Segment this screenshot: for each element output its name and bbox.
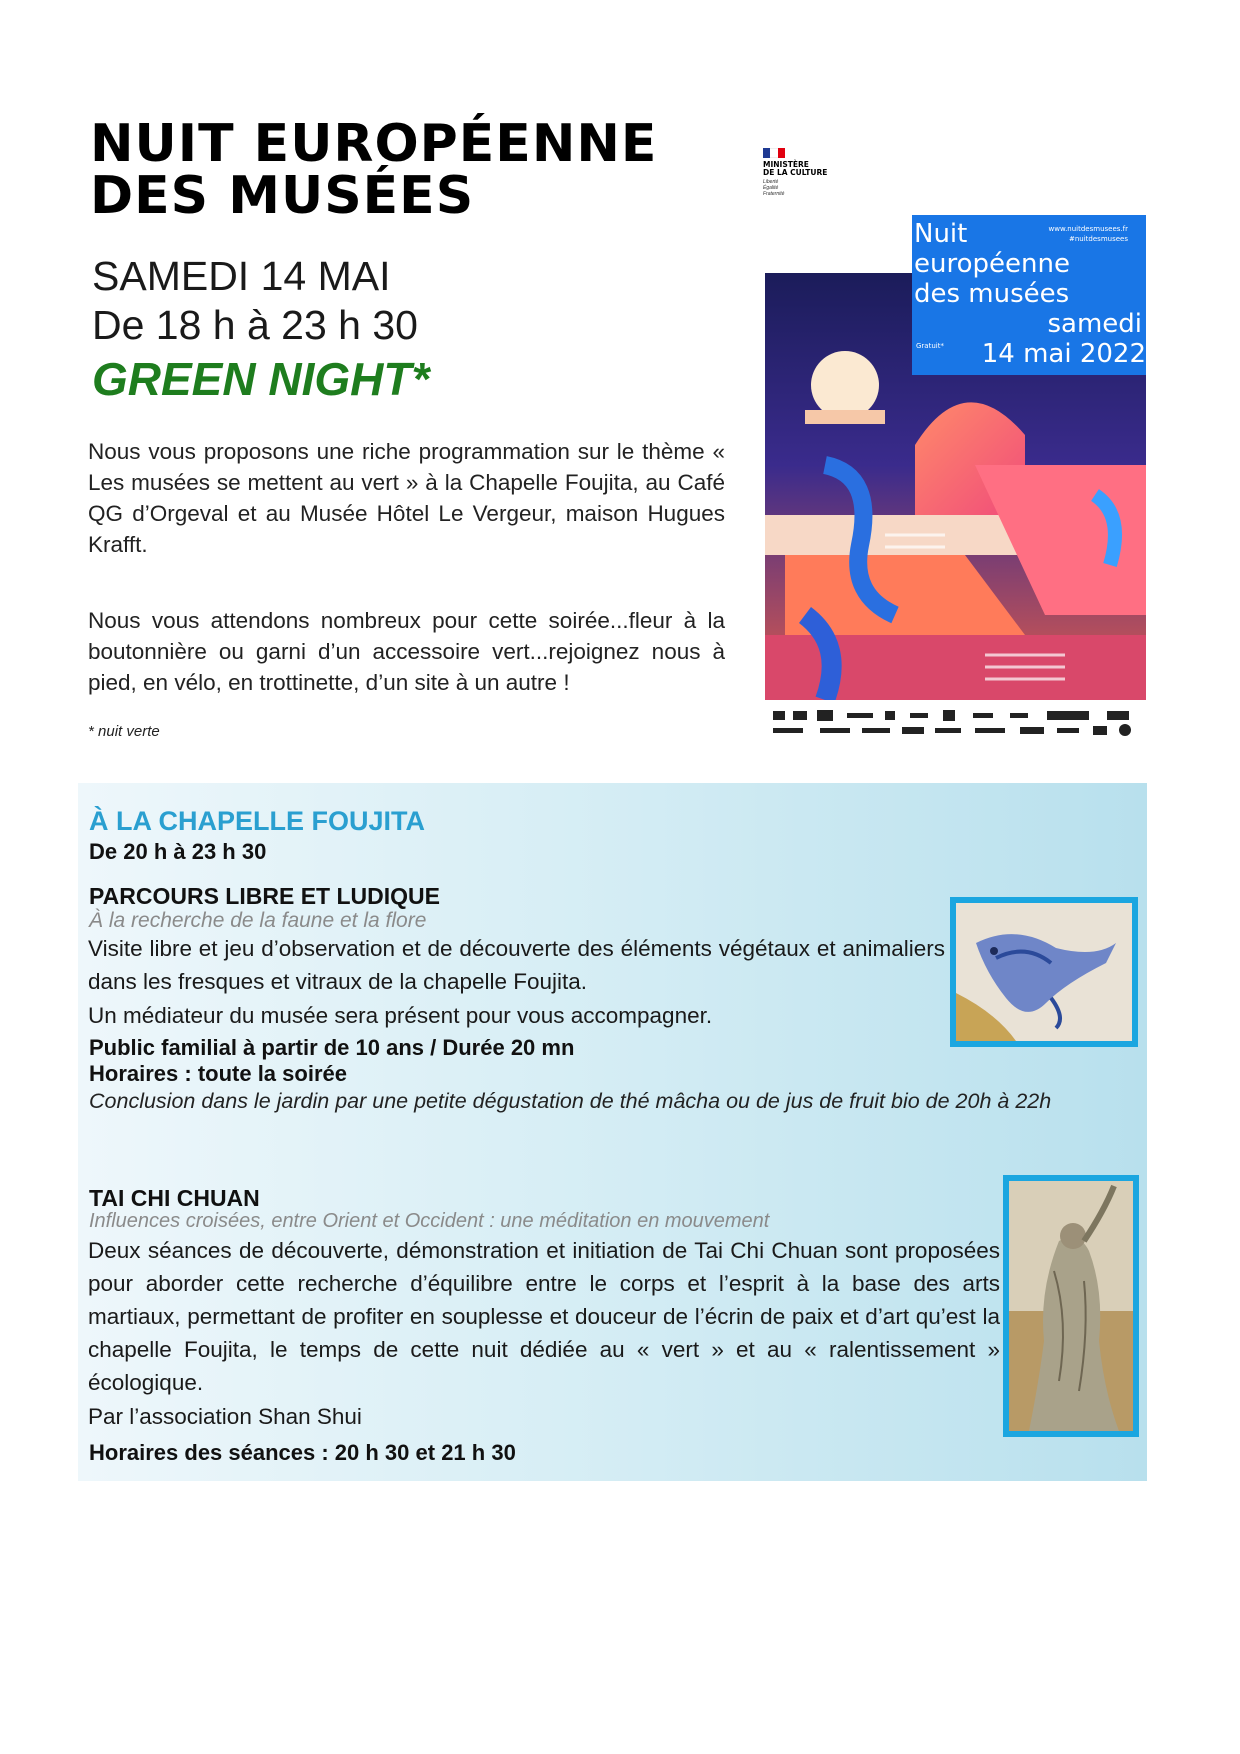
event-hours: De 18 h à 23 h 30 [92, 302, 418, 348]
poster-url: www.nuitdesmusees.fr [1048, 225, 1128, 233]
title-line-1: NUIT EUROPÉENNE [90, 114, 658, 174]
motto-egalite: Égalité [763, 185, 779, 191]
green-night-label: GREEN NIGHT* [92, 353, 430, 405]
saint-fresco-image [1003, 1175, 1139, 1437]
intro-paragraph-1: Nous vous proposons une riche programmation sur le thème « Les musées se mettent au vert » à la Chapelle Foujita, au Café QG d’Orgeval et au Musée Hôtel Le Vergeur, maison Hugues Krafft. [88, 439, 725, 557]
motto-liberte: Liberté [763, 179, 779, 185]
poster-line-4: samedi [1047, 309, 1142, 339]
poster-line-2: européenne [914, 249, 1070, 279]
section-hours: De 20 h à 23 h 30 [89, 839, 267, 864]
french-flag-icon [763, 148, 785, 158]
activity-1-public: Public familial à partir de 10 ans / Durée 20 mn [89, 1035, 575, 1060]
poster-hashtag: #nuitdesmusees [1069, 235, 1128, 243]
section-title: À LA CHAPELLE FOUJITA [89, 806, 425, 836]
event-date: SAMEDI 14 MAI [92, 253, 391, 299]
activity-1-description: Visite libre et jeu d’observation et de découverte des éléments végétaux et animaliers dans les fresques et vitraux de la chapelle Foujita. [88, 936, 945, 994]
activity-2-description: Deux séances de découverte, démonstration et initiation de Tai Chi Chuan sont proposées pour aborder cette recherche d’équilibre entre le corps et l’esprit à la base des arts martiaux, permettant de profiter en souplesse et douceur de l’écrin de paix et d’art qu’est la chapelle Foujita, le temps de cette nuit dédiée au « vert » et au « ralentissement » écologique. [88, 1238, 1000, 1395]
moon-icon [811, 351, 879, 419]
frog-fresco-image [950, 897, 1138, 1047]
activity-1-title: PARCOURS LIBRE ET LUDIQUE [89, 883, 440, 909]
ministry-line-2: DE LA CULTURE [763, 168, 828, 177]
poster-line-5: 14 mai 2022 [981, 339, 1146, 369]
sponsor-logos [765, 707, 1146, 741]
activity-1-subtitle: À la recherche de la faune et la flore [89, 909, 427, 932]
motto-fraternite: Fraternité [763, 191, 785, 197]
intro-paragraph-2: Nous vous attendons nombreux pour cette soirée...fleur à la boutonnière ou garni d’un accessoire vert...rejoignez nous à pied, en vélo, en trottinette, d’un site à un autre ! [88, 608, 725, 695]
activity-2-subtitle: Influences croisées, entre Orient et Occident : une méditation en mouvement [89, 1210, 770, 1232]
ministry-logo [763, 148, 853, 197]
poster-line-1: Nuit [914, 219, 968, 249]
activity-2-title: TAI CHI CHUAN [89, 1185, 260, 1211]
activity-2-association: Par l’association Shan Shui [88, 1404, 362, 1429]
poster-gratuit: Gratuit* [916, 342, 944, 350]
footnote: * nuit verte [88, 723, 160, 740]
activity-1-schedule: Horaires : toute la soirée [89, 1061, 347, 1086]
page-title [90, 114, 730, 226]
activity-1-conclusion: Conclusion dans le jardin par une petite dégustation de thé mâcha ou de jus de fruit bio de 20h à 22h [89, 1089, 1052, 1113]
activity-2-schedule: Horaires des séances : 20 h 30 et 21 h 30 [89, 1440, 516, 1465]
poster-title-block [912, 215, 1146, 375]
poster-line-3: des musées [914, 279, 1070, 309]
title-line-2: DES MUSÉES [90, 166, 475, 226]
ministry-line-1: MINISTÈRE [763, 160, 809, 169]
activity-1-mediator: Un médiateur du musée sera présent pour vous accompagner. [88, 1003, 713, 1028]
